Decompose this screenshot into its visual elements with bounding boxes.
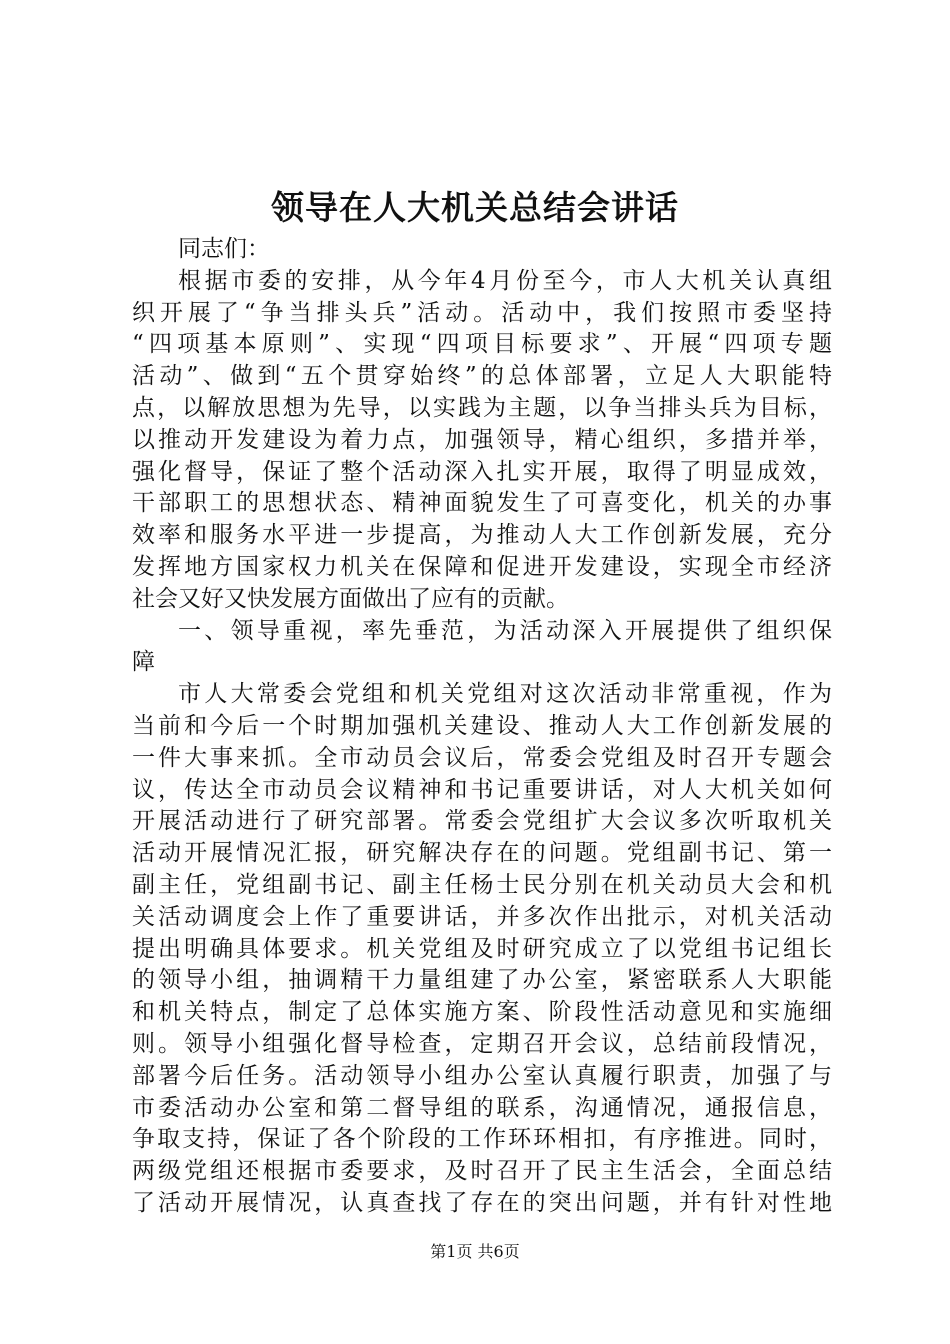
text-line: 点，以解放思想为先导，以实践为主题，以争当排头兵为目标， bbox=[132, 394, 832, 421]
text-line: 效率和服务水平进一步提高，为推动人大工作创新发展，充分 bbox=[132, 522, 832, 549]
page-footer: 第1页 共6页 bbox=[430, 1242, 520, 1261]
text-line: 活动开展情况汇报，研究解决存在的问题。党组副书记、第一 bbox=[132, 840, 832, 867]
text-line: 副主任，党组副书记、副主任杨士民分别在机关动员大会和机 bbox=[132, 871, 832, 898]
text-line: 以推动开发建设为着力点，加强领导，精心组织，多措并举， bbox=[132, 426, 832, 453]
text-line: 了活动开展情况，认真查找了存在的突出问题，并有针对性地 bbox=[132, 1189, 832, 1216]
text-line: 强化督导，保证了整个活动深入扎实开展，取得了明显成效， bbox=[132, 458, 832, 485]
text-line: 部署今后任务。活动领导小组办公室认真履行职责，加强了与 bbox=[132, 1062, 832, 1089]
text-line: 关活动调度会上作了重要讲话，并多次作出批示，对机关活动 bbox=[132, 903, 832, 930]
text-line: 发挥地方国家权力机关在保障和促进开发建设，实现全市经济 bbox=[132, 553, 832, 580]
text-line: 议，传达全市动员会议精神和书记重要讲话，对人大机关如何 bbox=[132, 776, 832, 803]
text-line: 市委活动办公室和第二督导组的联系，沟通情况，通报信息， bbox=[132, 1094, 832, 1121]
text-line: 当前和今后一个时期加强机关建设、推动人大工作创新发展的 bbox=[132, 712, 832, 739]
document-title: 领导在人大机关总结会讲话 bbox=[271, 188, 679, 227]
text-line: 社会又好又快发展方面做出了应有的贡献。 bbox=[132, 585, 569, 612]
text-line: 市人大常委会党组和机关党组对这次活动非常重视，作为 bbox=[178, 681, 832, 708]
text-line: 一、领导重视，率先垂范，为活动深入开展提供了组织保 bbox=[178, 617, 832, 644]
text-line: 和机关特点，制定了总体实施方案、阶段性活动意见和实施细 bbox=[132, 999, 832, 1026]
text-line: 开展活动进行了研究部署。常委会党组扩大会议多次听取机关 bbox=[132, 808, 832, 835]
text-line: 干部职工的思想状态、精神面貌发生了可喜变化，机关的办事 bbox=[132, 490, 832, 517]
text-line: 障 bbox=[132, 649, 155, 676]
text-line: 根据市委的安排，从今年4月份至今，市人大机关认真组 bbox=[178, 267, 832, 294]
text-line: 织开展了“争当排头兵”活动。活动中，我们按照市委坚持 bbox=[132, 299, 832, 326]
text-line: 活动”、做到“五个贯穿始终”的总体部署，立足人大职能特 bbox=[132, 363, 832, 390]
text-line: 一件大事来抓。全市动员会议后，常委会党组及时召开专题会 bbox=[132, 744, 832, 771]
document-body bbox=[132, 234, 832, 1220]
text-line: 则。领导小组强化督导检查，定期召开会议，总结前段情况， bbox=[132, 1030, 832, 1057]
text-line: 同志们： bbox=[178, 236, 270, 262]
text-line: 两级党组还根据市委要求，及时召开了民主生活会，全面总结 bbox=[132, 1158, 832, 1185]
text-line: 提出明确具体要求。机关党组及时研究成立了以党组书记组长 bbox=[132, 935, 832, 962]
text-line: 争取支持，保证了各个阶段的工作环环相扣，有序推进。同时， bbox=[132, 1126, 832, 1153]
text-line: “四项基本原则”、实现“四项目标要求”、开展“四项专题 bbox=[132, 331, 832, 358]
text-line: 的领导小组，抽调精干力量组建了办公室，紧密联系人大职能 bbox=[132, 967, 832, 994]
